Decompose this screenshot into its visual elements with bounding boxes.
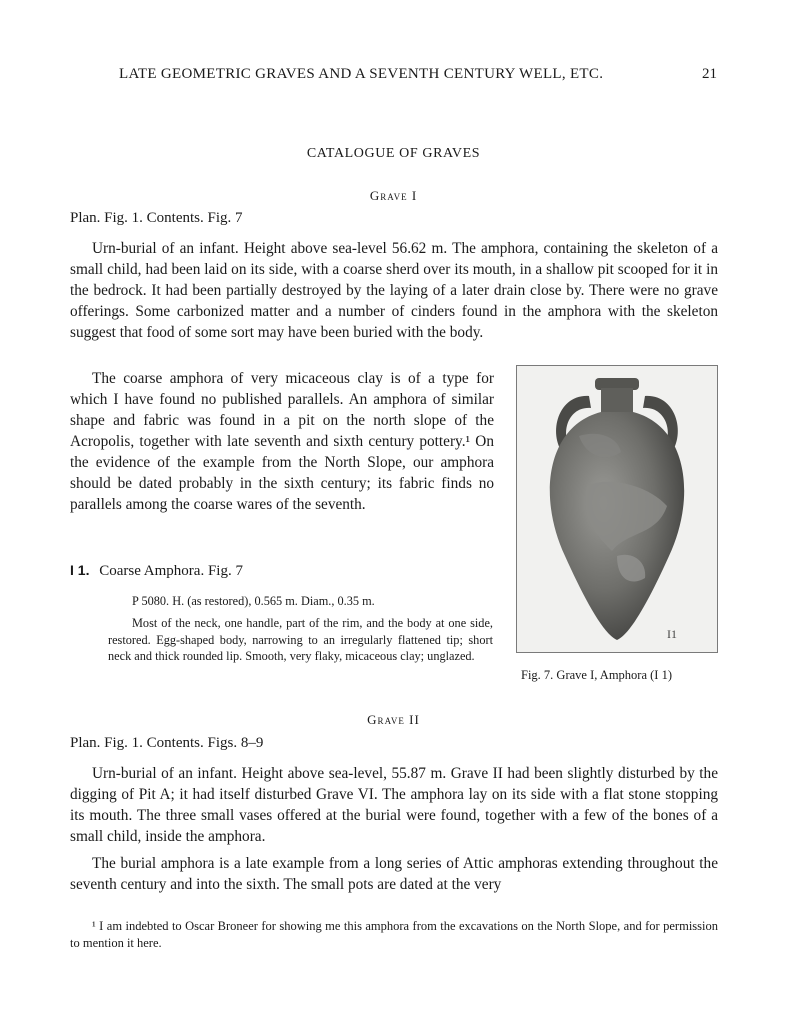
catalogue-item-inventory: P 5080. H. (as restored), 0.565 m. Diam., 0.35 m. bbox=[132, 594, 375, 608]
grave-1-plan-line: Plan. Fig. 1. Contents. Fig. 7 bbox=[70, 210, 243, 226]
running-head: LATE GEOMETRIC GRAVES AND A SEVENTH CENTURY WELL, ETC. bbox=[119, 66, 604, 82]
catalogue-title: CATALOGUE OF GRAVES bbox=[306, 146, 481, 161]
grave-1-para-1-text: Urn-burial of an infant. Height above sea-level 56.62 m. The amphora, containing the skeleton of a small child, had been laid on its side, with a coarse sherd over its mouth, in a shallow pit scooped for it in the bedrock. It had been partially destroyed by the laying of a later drain close by. There were no grave offerings. Some carbonized matter and a number of cinders found in the amphora with the skeleton suggest that food of some sort may have been buried with the body. bbox=[70, 240, 718, 341]
grave-2-heading: Grave II bbox=[367, 712, 420, 727]
catalogue-item-heading bbox=[70, 562, 243, 580]
amphora-photo bbox=[516, 365, 718, 653]
page-number: 21 bbox=[702, 66, 717, 82]
grave-2-paragraphs bbox=[70, 763, 718, 901]
footnote: ¹ I am indebted to Oscar Broneer for showing me this amphora from the excavations on the North Slope, and for permission to mention it here. bbox=[70, 919, 718, 950]
photo-label: I1 bbox=[667, 627, 677, 641]
grave-1-paragraph-2 bbox=[70, 368, 494, 521]
amphora-neck bbox=[601, 388, 633, 414]
catalogue-item-description: Most of the neck, one handle, part of the rim, and the body at one side, restored. Egg-shaped body, narrowing to an irregularly flattened tip; short neck and thick rounded lip. Smooth, very flaky, micaceous clay; unglazed. bbox=[108, 616, 493, 663]
grave-2-para-2-text: The burial amphora is a late example from a long series of Attic amphoras extending throughout the seventh century and into the sixth. The small pots are dated at the very bbox=[70, 855, 718, 893]
grave-2-plan-line: Plan. Fig. 1. Contents. Figs. 8–9 bbox=[70, 735, 264, 751]
grave-1-paragraph-1 bbox=[70, 238, 718, 349]
amphora-illustration bbox=[517, 366, 717, 652]
catalogue-item-number: I 1. bbox=[70, 562, 90, 578]
grave-1-para-2-text: The coarse amphora of very micaceous clay is of a type for which I have found no published parallels. An amphora of similar shape and fabric was found in a pit on the north slope of the Acropolis, together with late seventh and sixth century pottery.¹ On the evidence of the example from the North Slope, our amphora should be dated probably in the sixth century; its fabric finds no parallels among the coarse wares of the seventh. bbox=[70, 370, 494, 513]
grave-1-heading: Grave I bbox=[369, 188, 418, 203]
grave-2-para-1-text: Urn-burial of an infant. Height above sea-level, 55.87 m. Grave II had been slightly disturbed by the digging of Pit A; it had itself disturbed Grave VI. The amphora lay on its side with a flat stone stopping its mouth. The three small vases offered at the burial were found, together with a few of the bones of a small child, inside the amphora. bbox=[70, 765, 718, 845]
figure-caption: Fig. 7. Grave I, Amphora (I 1) bbox=[521, 668, 673, 682]
catalogue-item-title: Coarse Amphora. Fig. 7 bbox=[99, 563, 243, 579]
